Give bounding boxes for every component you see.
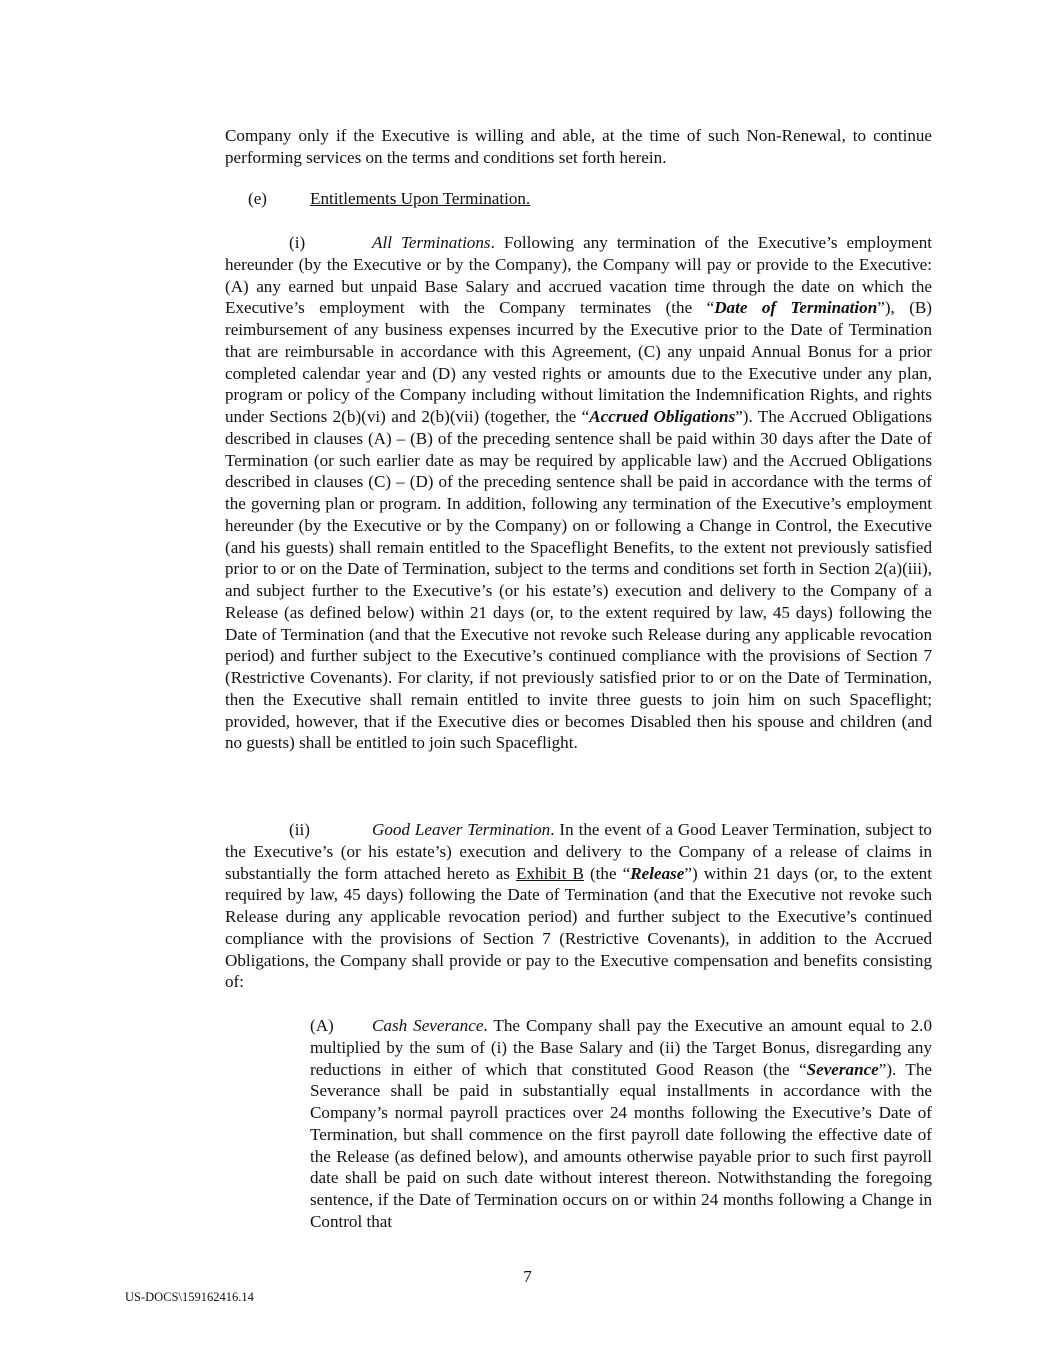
defined-term-accrued-obligations: Accrued Obligations (589, 407, 736, 426)
intro-paragraph: Company only if the Executive is willing and able, at the time of such Non-Renewal, to continue performing services on the terms and conditions set forth herein. (225, 126, 932, 167)
defined-term-release: Release (630, 863, 685, 883)
paragraph-all-terminations: (i) All Terminations. Following any termination of the Executive’s employment hereunder (by the Executive or by the Company), the Company will pay or provide to the Executive: (A) any earned but unpaid Base Salary and accrued vacation time through the date on which the Executive’s employment with the Company terminates (the “Date of Termination”), (B) reimbursement of any business expenses incurred by the Executive prior to the Date of Termination that are reimbursable in accordance with this Agreement, (C) any unpaid Annual Bonus for a prior completed calendar year and (D) any vested rights or amounts due to the Executive under any plan, program or policy of the Company including without limitation the Indemnification Rights, and rights under Sections 2(b)(vi) and 2(b)(vii) (together, the “Accrued Obligations”). The Accrued Obligations described in clauses (A) – (B) of the preceding sentence shall be paid within 30 days after the Date of Termination (or such earlier date as may be required by applicable law) and the Accrued Obligations described in clauses (C) – (D) of the preceding sentence shall be paid in accordance with the terms of the governing plan or program. In addition, following any termination of the Executive’s employment hereunder (by the Executive or by the Company) on or following a Change in Control, the Executive (and his guests) shall remain entitled to the Spaceflight Benefits, to the extent not previously satisfied prior to or on the Date of Termination, subject to the terms and conditions set forth in Section 2(a)(iii), and subject further to the Executive’s (or his estate’s) execution and delivery to the Company of a Release (as defined below) within 21 days (or, to the extent required by law, 45 days) following the Date of Termination (and that the Executive not revoke such Release during any applicable revocation period) and further subject to the Executive’s continued compliance with the provisions of Section 7 (Restrictive Covenants). For clarity, if not previously satisfied prior to or on the Date of Termination, then the Executive shall remain entitled to invite three guests to join him on such Spaceflight; provided, however, that if the Executive dies or becomes Disabled then his spouse and children (and no guests) shall be entitled to join such Spaceflight. (225, 233, 932, 753)
para-A-title: Cash Severance (372, 1016, 484, 1035)
para-i-label: (i) (289, 233, 306, 252)
defined-term-severance: Severance (806, 1059, 879, 1079)
section-e-heading (248, 189, 530, 209)
section-e-title: Entitlements Upon Termination. (310, 189, 531, 208)
paragraph-cash-severance: (A) Cash Severance. The Company shall pay the Executive an amount equal to 2.0 multiplied by the sum of (i) the Base Salary and (ii) the Target Bonus, disregarding any reductions in either of which that constituted Good Reason (the “Severance”). The Severance shall be paid in substantially equal installments in accordance with the Company’s normal payroll practices over 24 months following the Executive’s Date of Termination, but shall commence on the first payroll date following the effective date of the Release (as defined below), and amounts otherwise payable prior to such first payroll date shall be paid on such date without interest thereon. Notwithstanding the foregoing sentence, if the Date of Termination occurs on or within 24 months following a Change in Control that (310, 1016, 932, 1231)
para-A-label: (A) (310, 1016, 334, 1035)
defined-term-date-of-termination: Date of Termination (714, 298, 878, 318)
paragraph-good-leaver-termination: (ii) Good Leaver Termination. In the event of a Good Leaver Termination, subject to the Executive’s (or his estate’s) execution and delivery to the Company of a release of claims in substantially the form attached hereto as Exhibit B (the “Release”) within 21 days (or, to the extent required by law, 45 days) following the Date of Termination (and that the Executive not revoke such Release during any applicable revocation period) and further subject to the Executive’s continued compliance with the provisions of Section 7 (Restrictive Covenants), in addition to the Accrued Obligations, the Company shall provide or pay to the Executive compensation and benefits consisting of: (225, 820, 932, 992)
para-ii-title: Good Leaver Termination (372, 820, 551, 839)
section-e-label: (e) (248, 189, 267, 208)
para-ii-label: (ii) (289, 820, 310, 839)
document-id-footer: US-DOCS\159162416.14 (125, 1290, 254, 1304)
para-i-title: All Terminations (372, 233, 491, 252)
page-number: 7 (523, 1267, 532, 1286)
exhibit-b-link: Exhibit B (516, 863, 584, 883)
